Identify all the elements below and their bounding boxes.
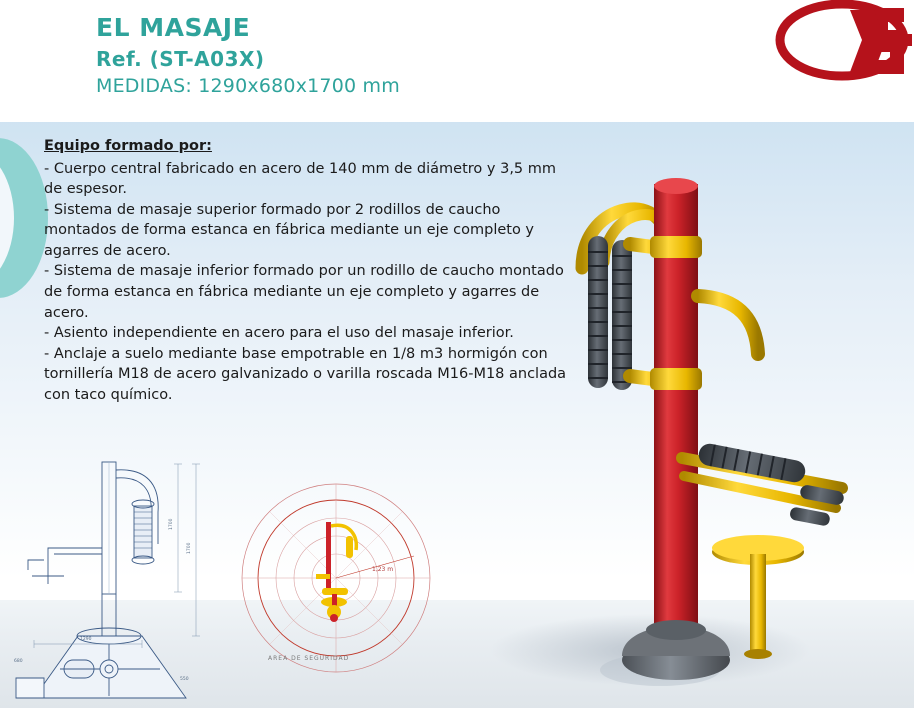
description-line: - Sistema de masaje inferior formado por un rodillo de caucho montado de forma estanca en fábrica mediante un eje completo y agarres de acero. bbox=[44, 263, 564, 321]
description-line: - Sistema de masaje superior formado por 2 rodillos de caucho montados de forma estanca en fábrica mediante un eje completo y agarres de acero. bbox=[44, 201, 535, 259]
page-title: EL MASAJE bbox=[96, 13, 251, 42]
dimension-label: 1290 bbox=[80, 637, 92, 642]
dimension-label: 550 bbox=[180, 677, 189, 682]
safety-radius-label: 1,23 m bbox=[372, 566, 394, 573]
product-render bbox=[470, 140, 914, 708]
dimension-label: 1700 bbox=[187, 542, 192, 554]
header bbox=[0, 0, 914, 122]
technical-drawing bbox=[8, 448, 218, 700]
company-logo bbox=[754, 0, 914, 96]
collar bbox=[650, 368, 702, 390]
collar bbox=[650, 236, 702, 258]
dimension-label: 680 bbox=[14, 659, 23, 664]
title-block bbox=[96, 14, 400, 96]
product-measures: MEDIDAS: 1290x680x1700 mm bbox=[96, 74, 400, 97]
upper-rollers bbox=[588, 236, 632, 390]
description-line: - Anclaje a suelo mediante base empotrable en 1/8 m3 hormigón con tornillería M18 de acero galvanizado o varilla roscada M16-M18 anclada con taco químico. bbox=[44, 345, 567, 403]
description-line: - Cuerpo central fabricado en acero de 140 mm de diámetro y 3,5 mm de espesor. bbox=[44, 160, 557, 198]
side-arm bbox=[698, 296, 758, 354]
product-reference: Ref. (ST-A03X) bbox=[96, 46, 265, 71]
description-heading: Equipo formado por: bbox=[44, 138, 212, 154]
safety-area-label: AREA DE SEGURIDAD bbox=[268, 655, 350, 662]
dimension-label: 1700 bbox=[169, 518, 174, 530]
description-line: - Asiento independiente en acero para el uso del masaje inferior. bbox=[44, 325, 514, 342]
lower-roller-assembly bbox=[682, 442, 845, 527]
